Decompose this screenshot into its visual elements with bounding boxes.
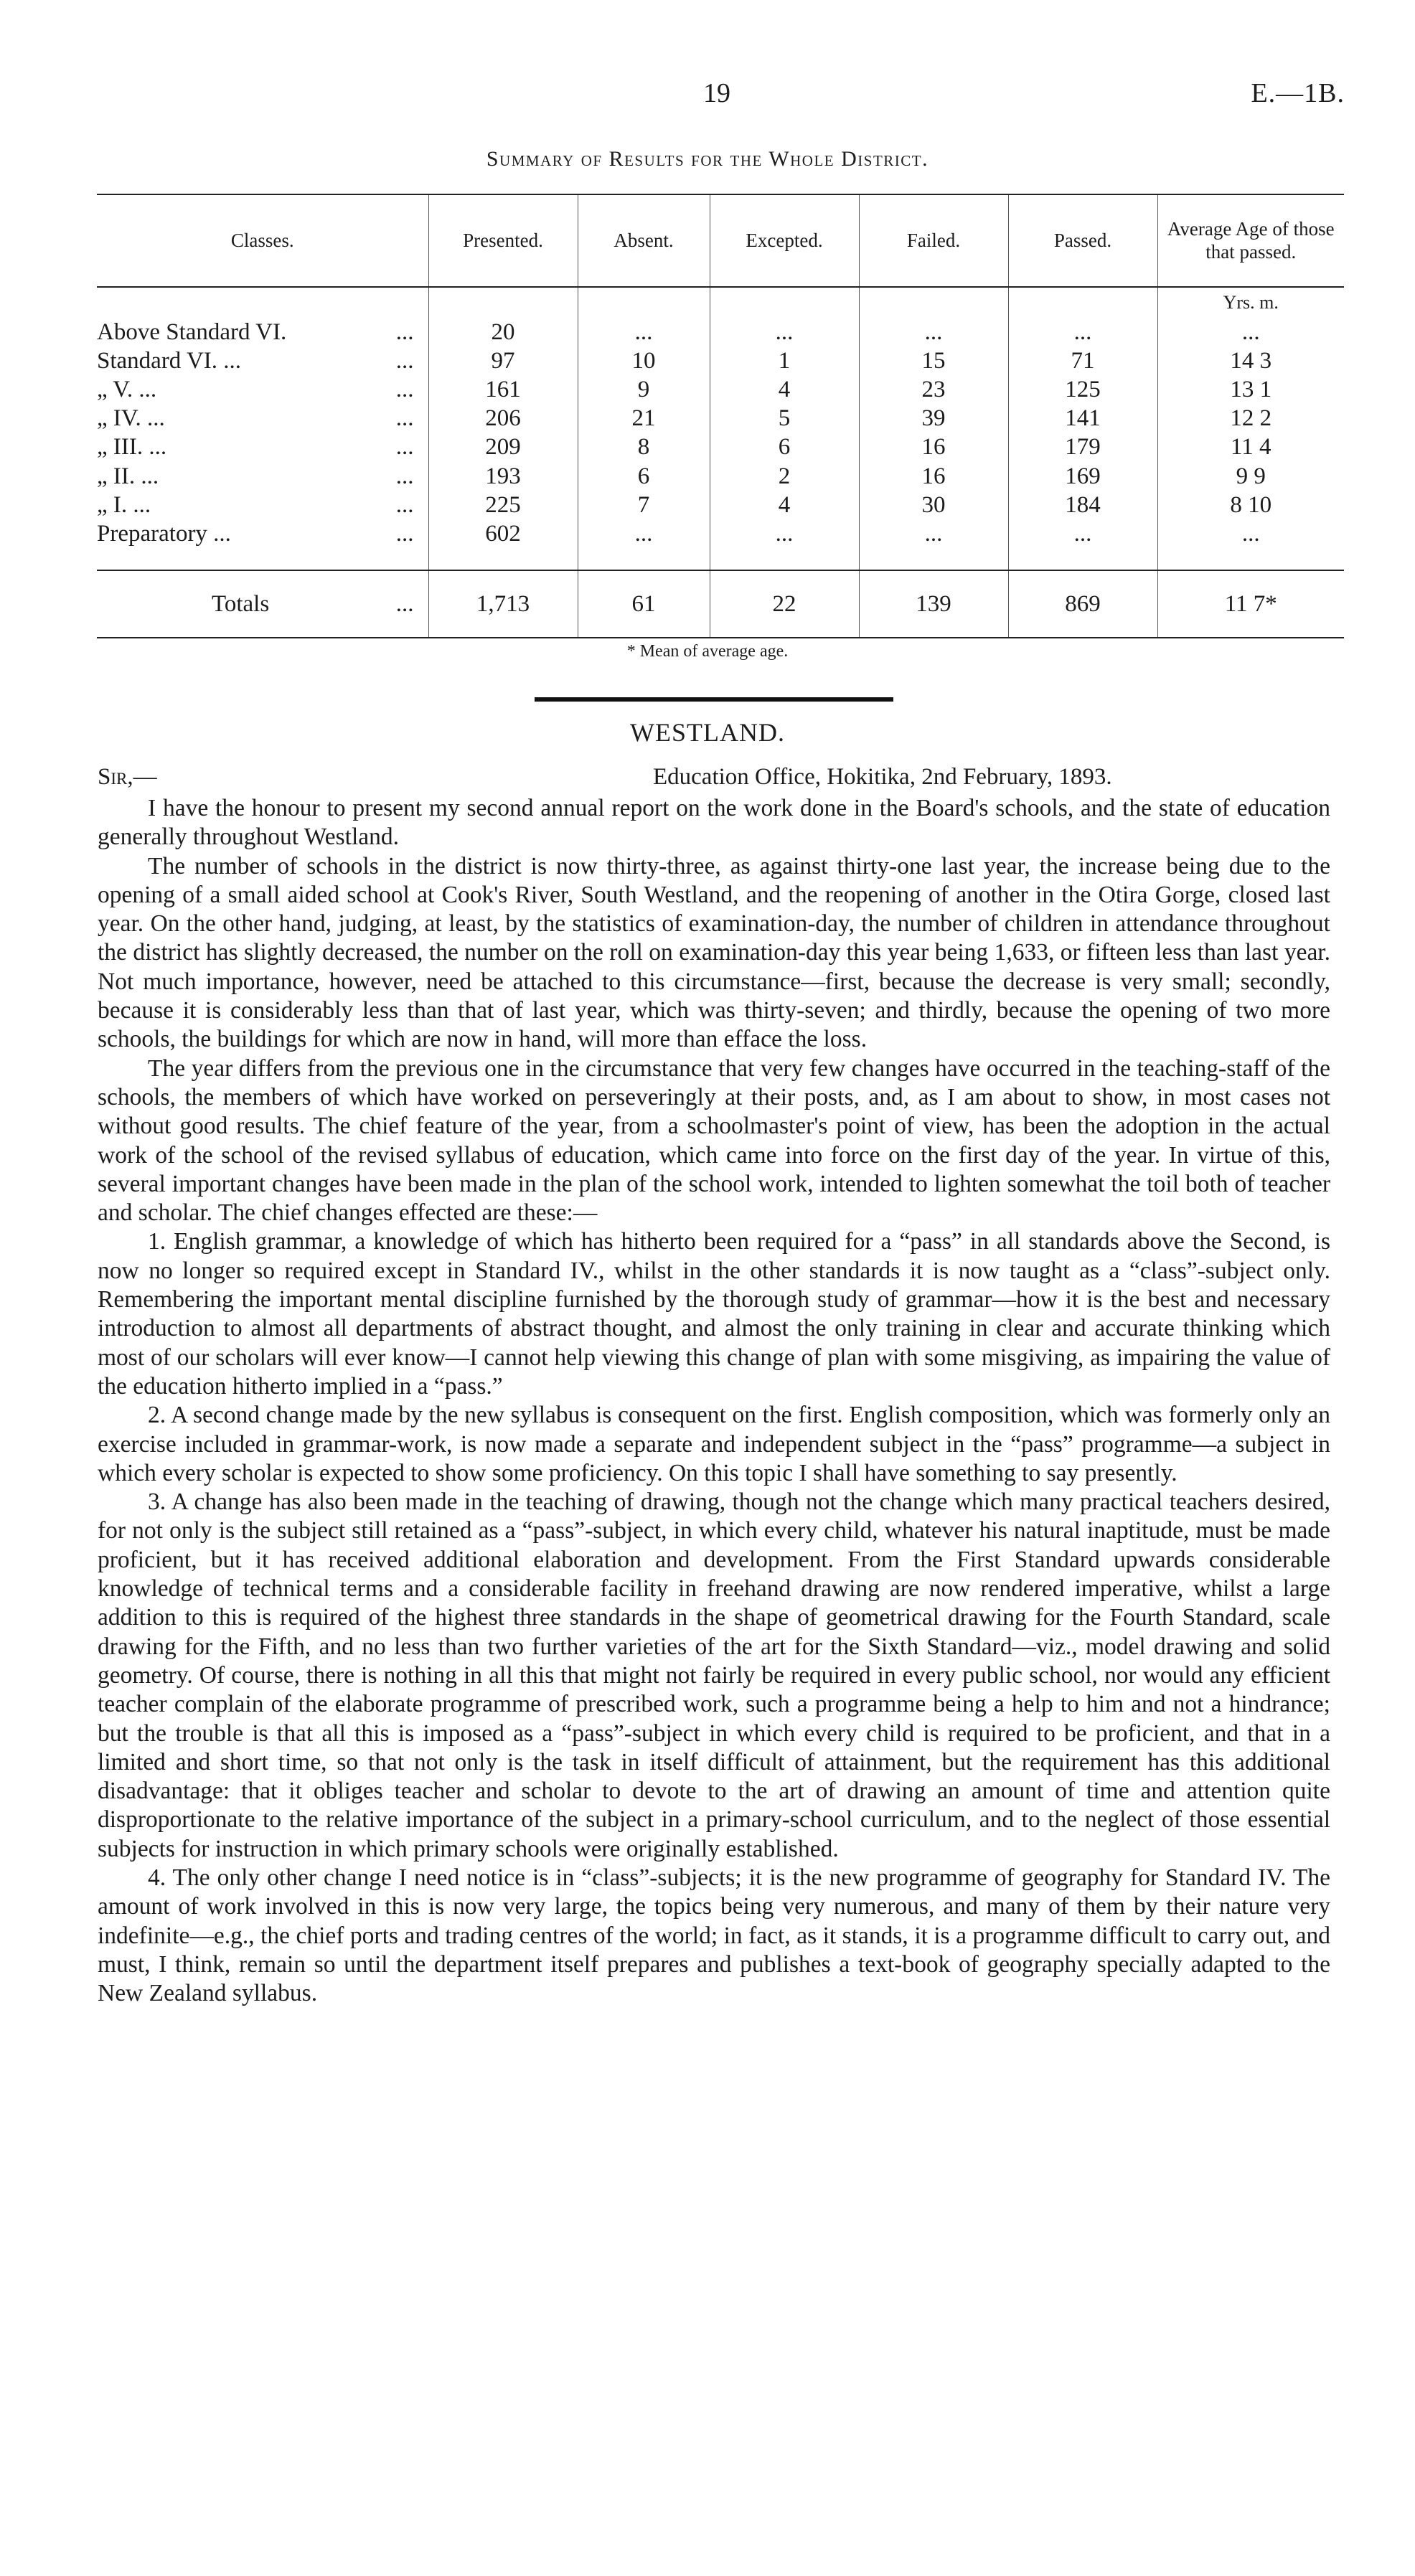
failed-cell: 23 bbox=[859, 375, 1008, 404]
class-label: Standard VI. ... bbox=[97, 348, 242, 374]
presented-cell: 20 bbox=[428, 318, 578, 346]
age-cell: 13 1 bbox=[1157, 375, 1344, 404]
age-cell: 8 10 bbox=[1157, 491, 1344, 519]
report-body bbox=[98, 794, 1330, 2008]
presented-cell: 206 bbox=[428, 404, 578, 433]
class-cell bbox=[97, 461, 428, 490]
class-cell bbox=[97, 346, 428, 375]
excepted-cell: 22 bbox=[710, 570, 859, 638]
col-header-classes: Classes. bbox=[97, 194, 428, 287]
table-footnote: * Mean of average age. bbox=[626, 642, 789, 661]
passed-cell: 169 bbox=[1008, 461, 1157, 490]
class-cell bbox=[97, 491, 428, 519]
table-row bbox=[97, 519, 1344, 548]
passed-cell: 179 bbox=[1008, 433, 1157, 461]
class-label: „ IV. ... bbox=[97, 405, 165, 432]
absent-cell: 9 bbox=[578, 375, 710, 404]
class-label: Totals bbox=[212, 590, 270, 617]
failed-cell: 15 bbox=[859, 346, 1008, 375]
presented-cell: 161 bbox=[428, 375, 578, 404]
excepted-cell: 5 bbox=[710, 404, 859, 433]
excepted-cell: 4 bbox=[710, 375, 859, 404]
class-label: Preparatory ... bbox=[97, 520, 231, 547]
presented-cell: 193 bbox=[428, 461, 578, 490]
failed-cell: 16 bbox=[859, 433, 1008, 461]
absent-cell: ... bbox=[578, 318, 710, 346]
age-cell: 14 3 bbox=[1157, 346, 1344, 375]
col-header-presented: Presented. bbox=[428, 194, 578, 287]
age-cell: 11 7* bbox=[1157, 570, 1344, 638]
presented-cell: 225 bbox=[428, 491, 578, 519]
failed-cell: 30 bbox=[859, 491, 1008, 519]
col-header-passed: Passed. bbox=[1008, 194, 1157, 287]
absent-cell: 10 bbox=[578, 346, 710, 375]
leader-dots: ... bbox=[395, 348, 414, 374]
table-header-row bbox=[97, 194, 1344, 287]
paragraph: The number of schools in the district is now thirty-three, as against thirty-one last year, the increase being due to the opening of a small aided school at Cook's River, South Westland, and the reopening of another in the Otira Gorge, closed last year. On the other hand, judging, at least, by the statistics of examination-day, the number of children in attendance throughout the district has slightly decreased, the number on the roll on examination-day this year being 1,633, or fifteen less than last year. Not much importance, however, need be attached to this circumstance—first, because the decrease is very small; secondly, because it is considerably less than that of last year, which was thirty-seven; and thirdly, because the opening of two more schools, the buildings for which are now in hand, will more than efface the loss. bbox=[98, 852, 1330, 1053]
absent-cell: ... bbox=[578, 519, 710, 548]
passed-cell: 184 bbox=[1008, 491, 1157, 519]
class-cell bbox=[97, 375, 428, 404]
leader-dots: ... bbox=[395, 319, 414, 346]
report-heading: WESTLAND. bbox=[630, 718, 785, 747]
absent-cell: 7 bbox=[578, 491, 710, 519]
presented-cell: 97 bbox=[428, 346, 578, 375]
table-row bbox=[97, 346, 1344, 375]
paragraph: 3. A change has also been made in the teaching of drawing, though not the change which many practical teachers desired, for not only is the subject still retained as a “pass”-subject, in which every child, whatever his natural inaptitude, must be made proficient, but it has received additional elaboration and development. From the First Standard upwards considerable knowledge of technical terms and a considerable facility in freehand drawing are now rendered imperative, whilst a large addition to this is required of the highest three standards in the shape of geometrical drawing for the Fourth Standard, scale drawing for the Fifth, and no less than two further varieties of the art for the Sixth Standard—viz., model drawing and solid geometry. Of course, there is nothing in all this that might not fairly be required in every public school, nor would any efficient teacher complain of the elaborate programme of prescribed work, such a programme being a help to him and not a hindrance; but the trouble is that all this is imposed as a “pass”-subject in which every child is required to be proficient, and that in a limited and short time, so that not only is the task in itself difficult of attainment, but the requirement has this additional disadvantage: that it obliges teacher and scholar to devote to the art of drawing an amount of time and attention quite disproportionate to the relative importance of the subject in a primary-school curriculum, and to the neglect of those essential subjects for instruction in which primary schools were originally established. bbox=[98, 1488, 1330, 1862]
passed-cell: 125 bbox=[1008, 375, 1157, 404]
section-divider bbox=[535, 697, 893, 702]
units-row bbox=[97, 287, 1344, 318]
document-reference: E.—1B. bbox=[1251, 78, 1345, 108]
class-cell bbox=[97, 404, 428, 433]
absent-cell: 21 bbox=[578, 404, 710, 433]
leader-dots: ... bbox=[395, 463, 414, 489]
leader-dots: ... bbox=[395, 405, 414, 432]
col-header-excepted: Excepted. bbox=[710, 194, 859, 287]
col-header-average-age: Average Age of those that passed. bbox=[1157, 194, 1344, 287]
table-row bbox=[97, 491, 1344, 519]
paragraph: I have the honour to present my second annual report on the work done in the Board's schools, and the state of education generally throughout Westland. bbox=[98, 795, 1330, 851]
failed-cell: 139 bbox=[859, 570, 1008, 638]
paragraph: The year differs from the previous one in the circumstance that very few changes have occurred in the teaching-staff of the schools, the members of which have worked on perseveringly at their posts, and, as I am about to show, in most cases not without good results. The chief feature of the year, from a schoolmaster's point of view, has been the adoption in the actual work of the school of the revised syllabus of education, which came into force on the first day of the year. In virtue of this, several important changes have been made in the plan of the school work, intended to lighten somewhat the toil both of teacher and scholar. The chief changes effected are these:— bbox=[98, 1055, 1330, 1227]
absent-cell: 61 bbox=[578, 570, 710, 638]
leader-dots: ... bbox=[395, 590, 414, 617]
passed-cell: 71 bbox=[1008, 346, 1157, 375]
failed-cell: ... bbox=[859, 318, 1008, 346]
class-label: „ I. ... bbox=[97, 491, 151, 518]
passed-cell: 869 bbox=[1008, 570, 1157, 638]
excepted-cell: 2 bbox=[710, 461, 859, 490]
class-cell bbox=[97, 519, 428, 548]
presented-cell: 209 bbox=[428, 433, 578, 461]
excepted-cell: 4 bbox=[710, 491, 859, 519]
leader-dots: ... bbox=[395, 434, 414, 461]
age-cell: 11 4 bbox=[1157, 433, 1344, 461]
dateline: Education Office, Hokitika, 2nd February, 1893. bbox=[653, 764, 1112, 790]
table-row bbox=[97, 404, 1344, 433]
failed-cell: 16 bbox=[859, 461, 1008, 490]
excepted-cell: ... bbox=[710, 318, 859, 346]
presented-cell: 602 bbox=[428, 519, 578, 548]
leader-dots: ... bbox=[395, 377, 414, 403]
class-label: „ III. ... bbox=[97, 434, 167, 461]
passed-cell: ... bbox=[1008, 318, 1157, 346]
col-header-absent: Absent. bbox=[578, 194, 710, 287]
age-cell: ... bbox=[1157, 519, 1344, 548]
failed-cell: 39 bbox=[859, 404, 1008, 433]
class-label: Above Standard VI. bbox=[97, 319, 287, 346]
leader-dots: ... bbox=[395, 520, 414, 547]
age-units: Yrs. m. bbox=[1157, 287, 1344, 318]
class-cell bbox=[97, 433, 428, 461]
table-row bbox=[97, 461, 1344, 490]
paragraph: 4. The only other change I need notice is in “class”-subjects; it is the new programme of geography for Standard IV. The amount of work involved in this is now very large, the topics being very numerous, and many of them by their nature very indefinite—e.g., the chief ports and trading centres of the world; in fact, as it stands, it is a programme difficult to carry out, and must, I think, remain so until the department itself prepares and publishes a text-book of geography specially adapted to the New Zealand syllabus. bbox=[98, 1864, 1330, 2007]
col-header-failed: Failed. bbox=[859, 194, 1008, 287]
age-cell: 12 2 bbox=[1157, 404, 1344, 433]
leader-dots: ... bbox=[395, 491, 414, 518]
spacer-row bbox=[97, 548, 1344, 570]
age-cell: ... bbox=[1157, 318, 1344, 346]
class-cell bbox=[97, 570, 428, 638]
class-label: „ II. ... bbox=[97, 463, 159, 489]
passed-cell: 141 bbox=[1008, 404, 1157, 433]
excepted-cell: ... bbox=[710, 519, 859, 548]
table-row bbox=[97, 318, 1344, 346]
age-cell: 9 9 bbox=[1157, 461, 1344, 490]
salutation: Sir,— bbox=[98, 764, 157, 790]
table-row bbox=[97, 375, 1344, 404]
table-row bbox=[97, 433, 1344, 461]
excepted-cell: 1 bbox=[710, 346, 859, 375]
table-title: Summary of Results for the Whole District. bbox=[486, 147, 929, 171]
passed-cell: ... bbox=[1008, 519, 1157, 548]
failed-cell: ... bbox=[859, 519, 1008, 548]
paragraph: 2. A second change made by the new syllabus is consequent on the first. English composition, which was formerly only an exercise included in grammar-work, is now made a separate and independent subject in the “pass” programme—a subject in which every scholar is expected to show some proficiency. On this topic I shall have something to say presently. bbox=[98, 1402, 1330, 1486]
presented-cell: 1,713 bbox=[428, 570, 578, 638]
excepted-cell: 6 bbox=[710, 433, 859, 461]
page-number: 19 bbox=[703, 78, 730, 108]
absent-cell: 8 bbox=[578, 433, 710, 461]
class-label: „ V. ... bbox=[97, 377, 157, 403]
absent-cell: 6 bbox=[578, 461, 710, 490]
class-cell bbox=[97, 318, 428, 346]
totals-row bbox=[97, 570, 1344, 638]
paragraph: 1. English grammar, a knowledge of which has hitherto been required for a “pass” in all standards above the Second, is now no longer so required except in Standard IV., whilst in the other standards it is now taught as a “class”-subject only. Remembering the important mental discipline furnished by the thorough study of grammar—how it is the best and necessary introduction to almost all departments of abstract thought, and almost the only training in clear and accurate thinking which most of our scholars will ever know—I cannot help viewing this change of plan with some misgiving, as impairing the value of the education hitherto implied in a “pass.” bbox=[98, 1228, 1330, 1400]
summary-results-table bbox=[97, 194, 1344, 638]
